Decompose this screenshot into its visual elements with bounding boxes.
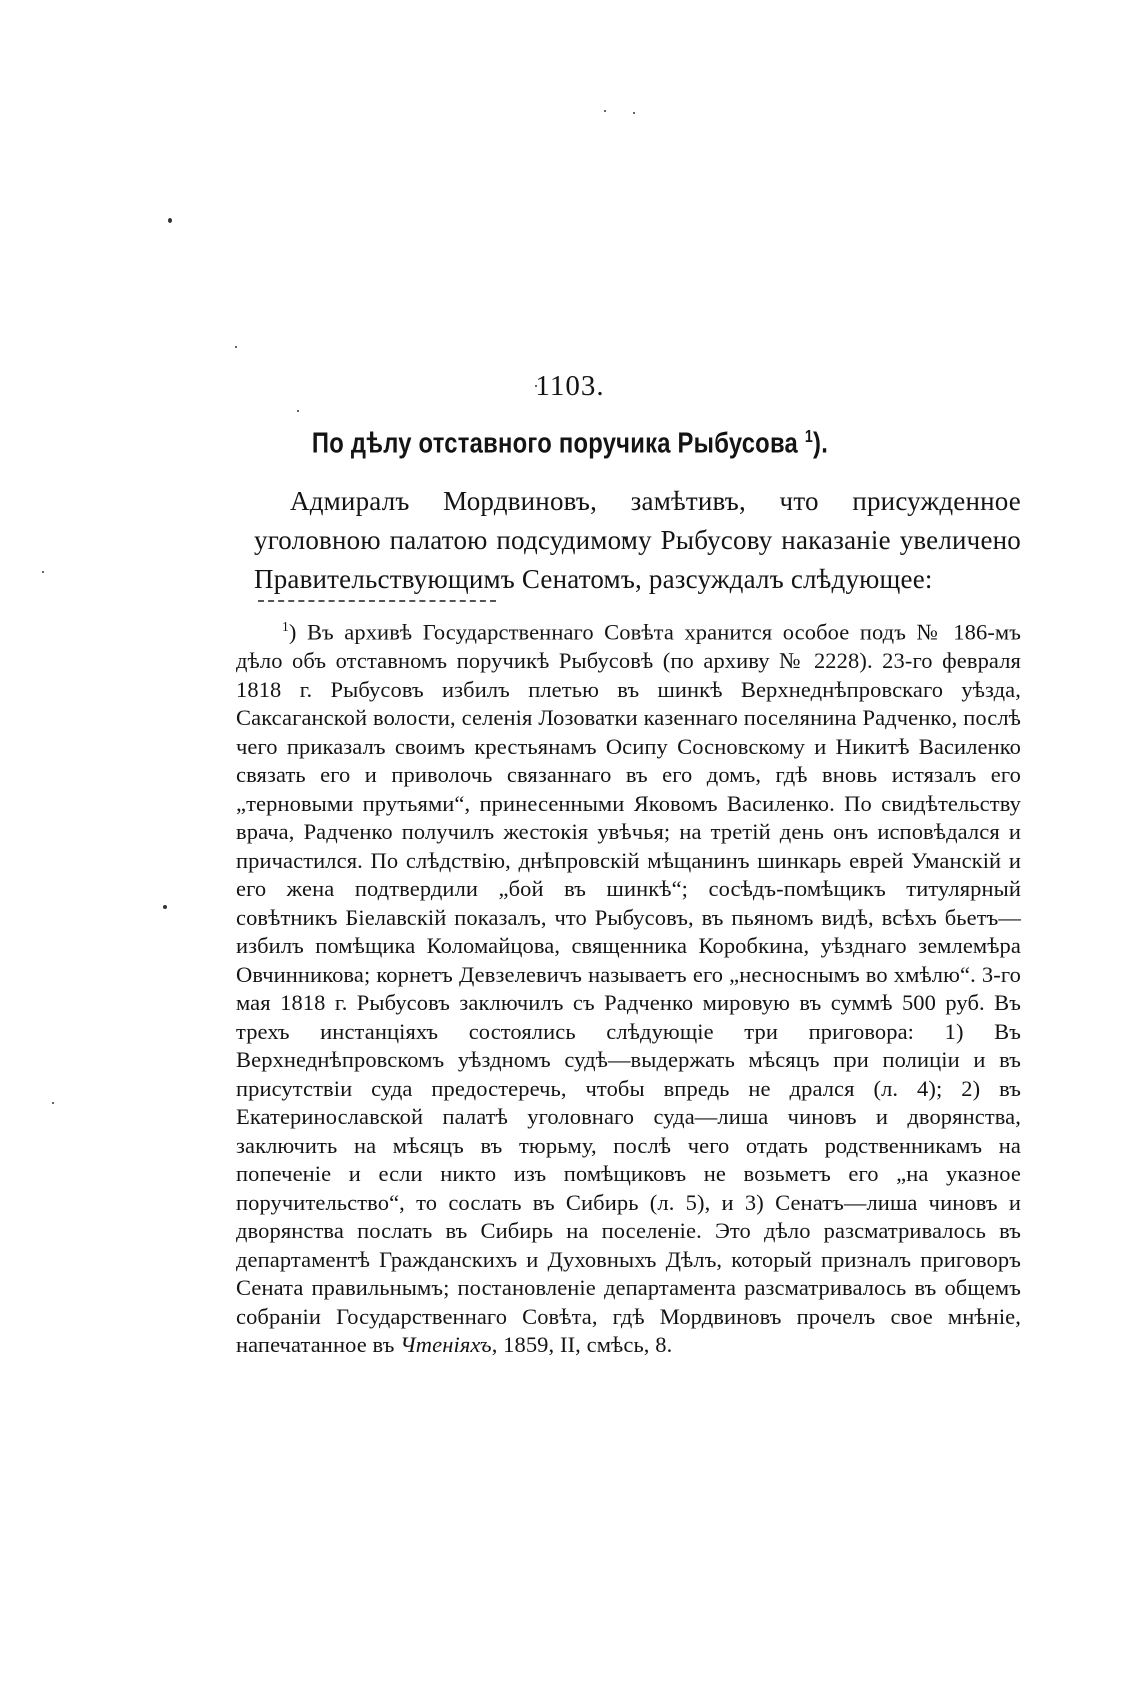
footnote-mark: 1	[282, 619, 289, 634]
scan-speck	[633, 112, 635, 114]
footnote-text: ) Въ архивѣ Государственнаго Совѣта хранится особое подъ № 186-мъ дѣло объ отставномъ поручикѣ Рыбусовѣ (по архиву № 2228). 23-го февраля 1818 г. Рыбусовъ избилъ плетью въ шинкѣ Верхнеднѣпровскаго уѣзда, Саксаганской волости, селенія Лозоватки казеннаго поселянина Радченко, послѣ чего приказалъ своимъ крестьянамъ Осипу Сосновскому и Никитѣ Василенко связать его и приволочь связаннаго въ его домъ, гдѣ вновь истязалъ его „терновыми прутьями“, принесенными Яковомъ Василенко. По свидѣтельству врача, Радченко получилъ жестокія увѣчья; на третій день онъ исповѣдался и причастился. По слѣдствію, днѣпровскій мѣщанинъ шинкарь еврей Уманскій и его жена подтвердили „бой въ шинкѣ“; сосѣдъ-помѣщикъ титулярный совѣтникъ Біелавскій показалъ, что Рыбусовъ, въ пьяномъ видѣ, всѣхъ бьетъ—избилъ помѣщика Коломайцова, священника Коробкина, уѣзднаго землемѣра Овчинникова; корнетъ Девзелевичъ называетъ его „несноснымъ во хмѣлю“. 3-го мая 1818 г. Рыбусовъ заключилъ съ Радченко мировую въ суммѣ 500 руб. Въ трехъ инстанціяхъ состоялись слѣдующіе три приговора: 1) Въ Верхнеднѣпровскомъ уѣздномъ судѣ—выдержать мѣсяцъ при полиціи и въ присутствіи суда предостеречь, чтобы впредь не дрался (л. 4); 2) въ Екатеринославской палатѣ уголовнаго суда—лиша чиновъ и дворянства, заключить на мѣсяцъ въ тюрьму, послѣ чего отдать родственникамъ на попеченіе и если никто изъ помѣщиковъ не возьметъ его „на указное поручительство“, то сослать въ Сибирь (л. 5), и 3) Сенатъ—лиша чиновъ и дворянства послать въ Сибирь на поселеніе. Это дѣло разсматривалось въ департаментѣ Гражданскихъ и Духовныхъ Дѣлъ, который призналъ приговоръ Сената правильнымъ; постановленіе департамента разсматривалось въ общемъ собраніи Государственнаго Совѣта, гдѣ Мордвиновъ прочелъ свое мнѣніе, напечатанное въ	[236, 619, 1021, 1357]
heading-text: По дѣлу отставного поручика Рыбусова	[311, 427, 798, 460]
footnote-reference: 1	[804, 426, 814, 446]
scan-speck	[163, 905, 167, 909]
footnote	[236, 613, 1021, 1360]
footnote-source-details: , 1859, II, смѣсь, 8.	[491, 1332, 673, 1357]
scan-speck	[235, 346, 237, 348]
scan-speck	[52, 1102, 54, 1104]
scan-speck	[297, 410, 299, 412]
body-paragraph: Адмиралъ Мордвиновъ, замѣтивъ, что присужденное уголовною палатою подсудимому Рыбусову наказаніе увеличено Правительствующимъ Сенатомъ, разсуждалъ слѣдующее:	[254, 486, 1021, 594]
footnote-separator	[258, 600, 496, 602]
footnote-source: Чтеніяхъ	[400, 1332, 492, 1357]
scan-speck	[42, 571, 44, 573]
section-heading	[103, 426, 1038, 461]
page-number: 1103.	[535, 370, 605, 402]
scan-speck	[604, 110, 606, 112]
scan-speck	[168, 218, 172, 223]
heading-close: ).	[813, 427, 829, 460]
